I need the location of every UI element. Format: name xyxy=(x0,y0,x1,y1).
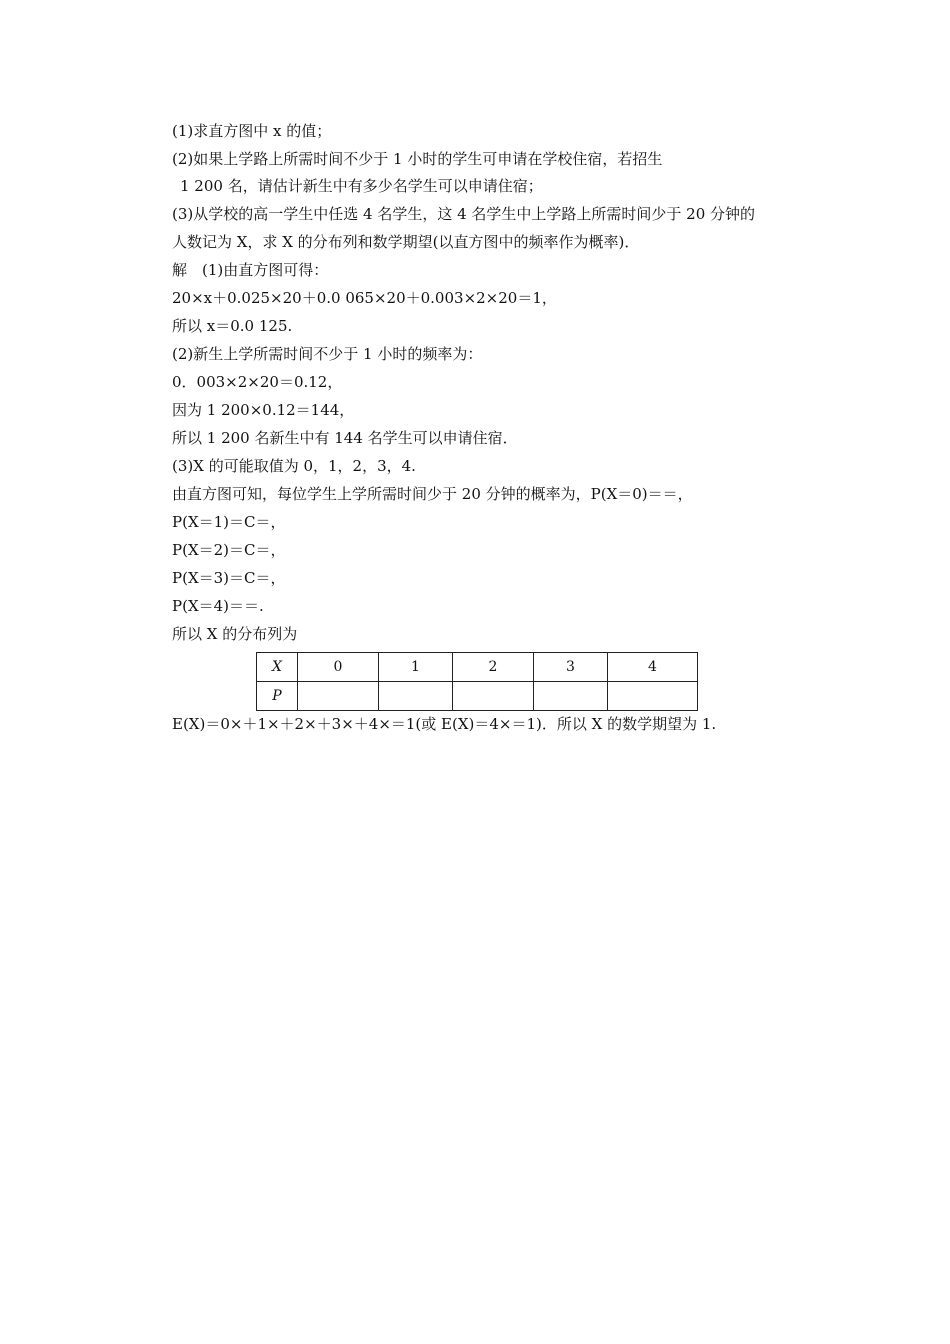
table-cell: 4 xyxy=(608,653,698,682)
probability-intro: 由直方图可知，每位学生上学所需时间少于 20 分钟的概率为，P(X＝0)＝＝， xyxy=(172,485,693,503)
distribution-intro: 所以 X 的分布列为 xyxy=(172,625,298,643)
solution-2-intro: (2)新生上学所需时间不少于 1 小时的频率为： xyxy=(172,345,483,363)
table-cell xyxy=(379,682,453,711)
prob-x3: P(X＝3)＝C＝， xyxy=(172,569,286,587)
prob-x4: P(X＝4)＝＝. xyxy=(172,597,264,615)
table-cell xyxy=(608,682,698,711)
table-cell xyxy=(534,682,608,711)
question-1: (1)求直方图中 x 的值； xyxy=(172,122,332,140)
distribution-table xyxy=(256,652,698,711)
question-2-part-b: 1 200 名，请估计新生中有多少名学生可以申请住宿； xyxy=(180,177,543,195)
table-cell xyxy=(453,682,534,711)
result-x: 所以 x＝0.0 125. xyxy=(172,317,293,335)
question-2-part-a: (2)如果上学路上所需时间不少于 1 小时的学生可申请在学校住宿，若招生 xyxy=(172,150,663,168)
question-3-part-b: 人数记为 X，求 X 的分布列和数学期望(以直方图中的频率作为概率)． xyxy=(172,233,640,251)
table-cell: 0 xyxy=(298,653,379,682)
count-calc: 因为 1 200×0.12＝144， xyxy=(172,401,355,419)
table-cell: 3 xyxy=(534,653,608,682)
table-cell xyxy=(298,682,379,711)
table-cell: 2 xyxy=(453,653,534,682)
prob-x1: P(X＝1)＝C＝， xyxy=(172,513,286,531)
table-row xyxy=(257,682,698,711)
solution-3-values: (3)X 的可能取值为 0，1，2，3，4. xyxy=(172,457,416,475)
question-3-part-a: (3)从学校的高一学生中任选 4 名学生，这 4 名学生中上学路上所需时间少于 20 分钟的 xyxy=(172,205,756,223)
table-row xyxy=(257,653,698,682)
solution-heading: 解 (1)由直方图可得： xyxy=(172,261,329,279)
table-cell: X xyxy=(257,653,298,682)
prob-x2: P(X＝2)＝C＝， xyxy=(172,541,286,559)
expectation-line: E(X)＝0×＋1×＋2×＋3×＋4×＝1(或 E(X)＝4×＝1)．所以 X 的数学期望为 1. xyxy=(172,715,717,733)
count-conclusion: 所以 1 200 名新生中有 144 名学生可以申请住宿． xyxy=(172,429,518,447)
equation-1: 20×x＋0.025×20＋0.0 065×20＋0.003×2×20＝1， xyxy=(172,289,557,307)
table-cell: 1 xyxy=(379,653,453,682)
frequency-calc: 0．003×2×20＝0.12， xyxy=(172,373,343,391)
table-cell: P xyxy=(257,682,298,711)
